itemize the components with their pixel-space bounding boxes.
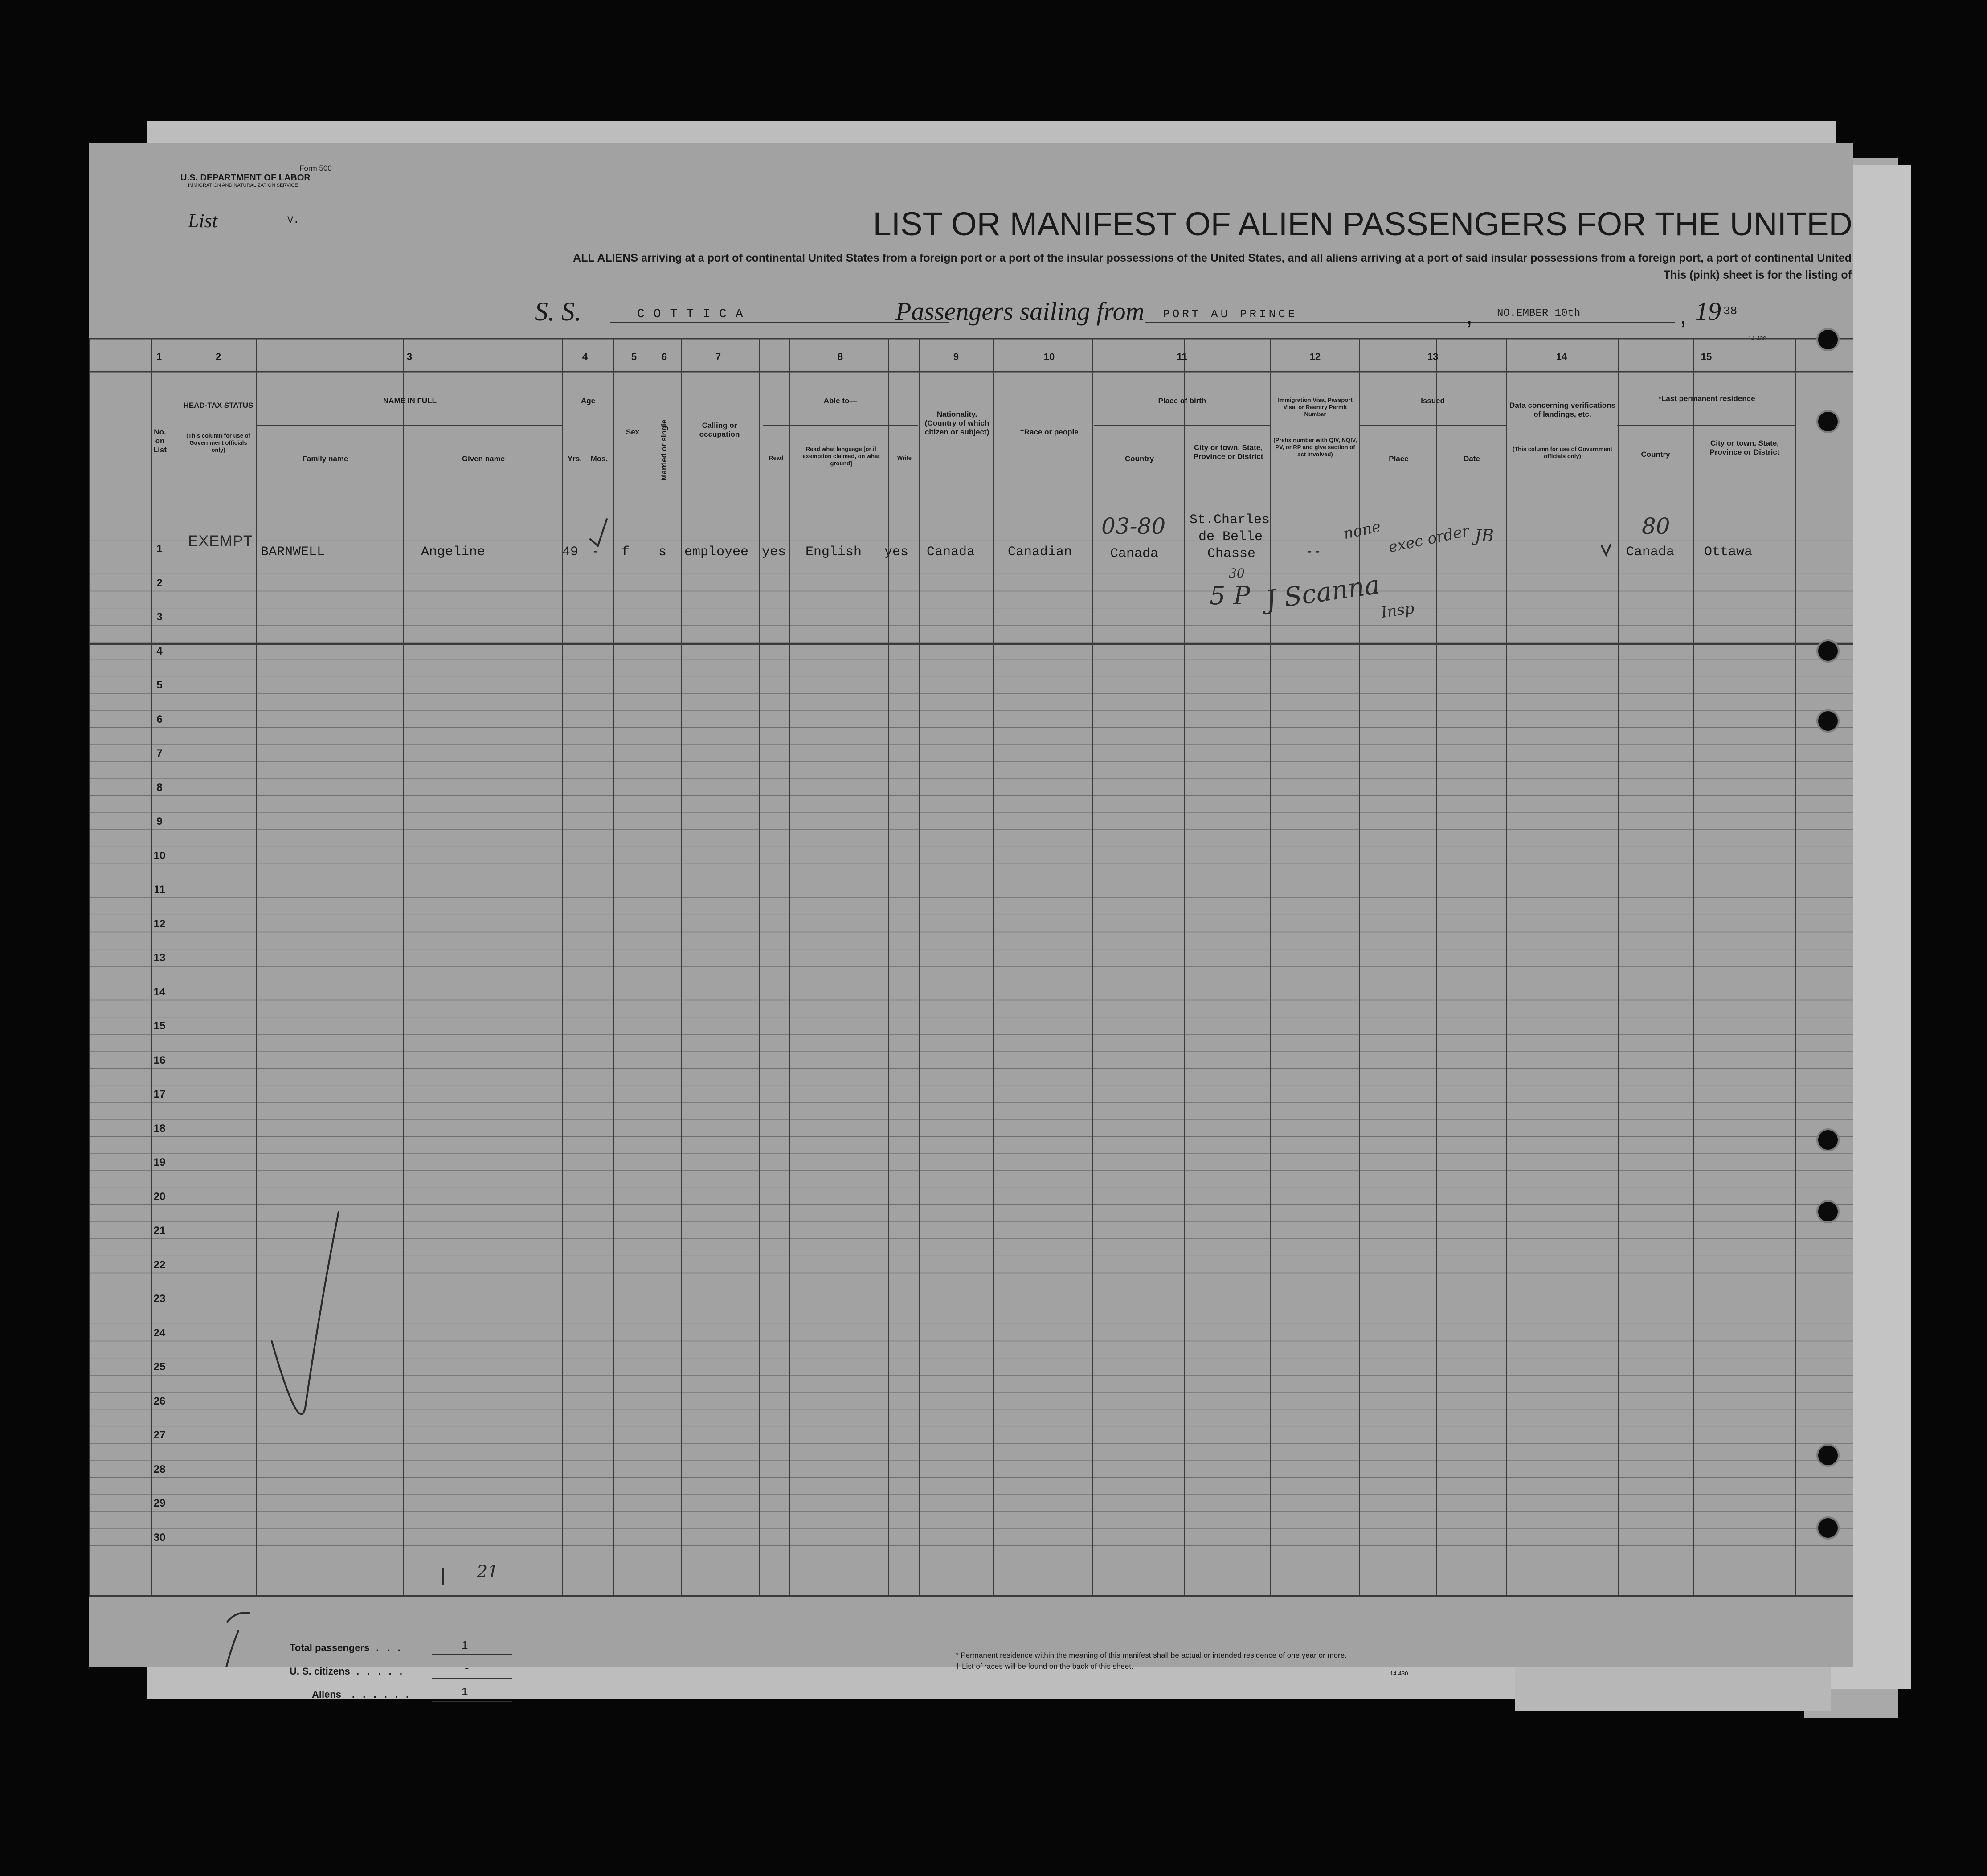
header-head-tax: HEAD-TAX STATUS [183,401,253,410]
age-months-value: - [592,545,600,560]
row-number: 8 [156,781,163,794]
colnum-1: 1 [156,351,162,362]
year-prefix: 19 [1695,297,1721,326]
pen-marks [89,143,1853,1667]
colnum-15: 15 [1701,351,1712,362]
list-value: V. [287,215,299,226]
header-race: †Race or people [1020,428,1079,436]
header-issued: Issued [1421,397,1445,405]
footnote-residence: * Permanent residence within the meaning of this manifest shall be actual or intended residence of one year or more. [956,1651,1347,1659]
aliens-label: Aliens [312,1689,342,1700]
sailing-label: Passengers sailing from [895,297,1145,326]
birth-country-value: Canada [1110,546,1159,561]
row-number: 7 [156,747,163,759]
corner-mark [186,1631,238,1667]
row-number: 25 [153,1361,166,1373]
birth-city-line-3: Chasse [1207,546,1256,561]
row-number: 16 [153,1054,166,1066]
binder-hole-4 [1816,709,1840,733]
total-passengers-dots: . . . . [365,1642,403,1653]
comma-1: , [1466,301,1473,329]
footnote-races: † List of races will be found on the back of this sheet. [956,1662,1133,1671]
colnum-10: 10 [1043,351,1055,362]
binder-hole-8 [1816,1516,1840,1540]
handwritten-tally: 21 [477,1562,499,1581]
footnote-code: 14-430 [1390,1670,1408,1677]
handwritten-none: none [1341,517,1382,543]
header-place-of-birth: Place of birth [1158,397,1206,405]
row-number: 13 [153,952,166,964]
us-citizens-line [432,1678,512,1679]
row-number: 19 [153,1156,166,1168]
binder-hole-2 [1816,410,1840,433]
header-mos: Mos. [590,455,608,463]
header-married-or-single: Married or single [660,419,668,481]
header-given-name: Given name [462,455,505,463]
header-age: Age [581,397,596,405]
row-number: 20 [153,1190,166,1203]
data-checkmark [1602,545,1611,555]
header-head-tax-note: (This column for use of Government officials only) [186,432,250,453]
header-read-language: Read what language [or if exemption claimed, on what ground] [802,446,880,467]
manifest-subtitle-1: ALL ALIENS arriving at a port of continental United States from a foreign port or a port of the insular possessions of the United States, and all aliens arriving at a port of said insular possessions from a foreign port, a port of continental United [573,252,1852,264]
inspector-signature: J Scanna [1263,569,1382,615]
binder-hole-3 [1816,639,1840,663]
colnum-2: 2 [215,351,221,362]
row-number: 9 [156,815,163,827]
us-citizens-label: U. S. citizens [290,1666,350,1677]
colnum-8: 8 [837,351,843,362]
manifest-title: LIST OR MANIFEST OF ALIEN PASSENGERS FOR THE UNITED [873,205,1852,242]
occupation-value: employee [684,545,749,560]
row-number: 24 [153,1327,166,1339]
write-value: yes [884,545,909,560]
nationality-value: Canada [927,545,975,560]
header-birth-city: City or town, State, Province or District [1193,443,1263,461]
row-number: 12 [153,918,166,930]
colnum-12: 12 [1309,351,1321,362]
sex-value: f [621,545,630,560]
comma-2: , [1680,301,1687,329]
header-able-to: Able to— [823,397,857,405]
birth-city-line-1: St.Charles [1190,512,1270,528]
row-number: 26 [153,1395,166,1407]
row-number: 17 [153,1088,166,1100]
colnum-6: 6 [661,351,667,362]
aliens-line [432,1701,512,1702]
language-value: English [805,545,862,560]
header-data-note: (This column for use of Government officials only) [1513,446,1612,459]
age-checkmark [590,519,607,546]
aliens-value: 1 [461,1685,468,1699]
header-residence-city: City or town, State, Province or District [1709,439,1780,456]
handwritten-5p: 5 P [1210,582,1251,610]
colnum-7: 7 [715,351,721,362]
binder-hole-5 [1816,1128,1840,1151]
handwritten-80: 80 [1642,513,1670,539]
header-write: Write [897,455,912,461]
header-residence-country: Country [1641,450,1670,459]
family-name-value: BARNWELL [261,545,325,560]
row-number: 15 [153,1020,166,1032]
header-calling: Calling or occupation [699,421,740,438]
header-sex: Sex [626,428,640,436]
row-number: 28 [153,1463,166,1475]
row-number: 10 [153,849,166,862]
row-number: 2 [156,577,163,589]
header-family-name: Family name [302,455,348,463]
header-issued-date: Date [1464,455,1480,463]
large-checkmark [272,1212,339,1414]
manifest-sheet [89,143,1853,1700]
corner-mark-top [227,1613,249,1622]
year-suffix: 38 [1723,304,1738,318]
header-yrs: Yrs. [567,455,582,463]
form-code: 14-430 [1748,335,1766,342]
read-value: yes [762,545,786,560]
race-value: Canadian [1008,545,1072,560]
row-number: 11 [154,884,165,896]
us-citizens-dots: . . . . . [356,1666,405,1677]
header-last-residence: *Last permanent residence [1658,394,1755,403]
birth-city-line-2: de Belle [1198,529,1263,545]
row-number: 5 [156,679,163,691]
service-label: IMMIGRATION AND NATURALIZATION SERVICE [188,183,298,188]
header-name-in-full: NAME IN FULL [383,397,437,405]
handwritten-30: 30 [1229,566,1245,581]
age-years-value: 49 [562,545,579,560]
inspector-title: Insp [1380,599,1415,622]
colnum-11: 11 [1177,351,1187,362]
colnum-3: 3 [406,351,413,362]
row-number: 14 [153,986,166,998]
total-passengers-label: Total passengers [290,1642,370,1653]
departure-port: PORT AU PRINCE [1163,307,1298,321]
us-citizens-value: - [463,1662,470,1675]
colnum-5: 5 [631,351,637,362]
colnum-14: 14 [1556,351,1567,362]
manifest-subtitle-2: This (pink) sheet is for the listing of [1663,269,1852,281]
handwritten-initials: JB [1475,526,1494,545]
row-number: 30 [153,1531,166,1544]
department-label: U.S. DEPARTMENT OF LABOR [180,173,311,183]
row-number: 29 [153,1497,166,1509]
binder-hole-7 [1816,1444,1840,1467]
residence-country-value: Canada [1626,545,1675,560]
row-number: 1 [156,543,163,555]
row-number: 6 [156,713,163,725]
handwritten-03-80: 03-80 [1101,513,1166,539]
total-passengers-value: 1 [461,1639,468,1652]
colnum-4: 4 [582,351,588,362]
row-number: 18 [153,1122,166,1135]
list-label: List [188,210,218,232]
header-issued-place: Place [1389,455,1409,463]
handwritten-exec-order: exec order [1386,522,1471,557]
row-number: 27 [153,1429,166,1441]
header-data-concerning: Data concerning verifications of landings, etc. [1509,401,1616,418]
header-read: Read [769,455,783,461]
aliens-dots: . . . . . . [352,1689,412,1700]
given-name-value: Angeline [421,545,486,560]
row-number: 22 [153,1258,166,1271]
marital-value: s [658,545,667,560]
binder-hole-1 [1816,328,1840,351]
header-visa-note: (Prefix number with QIV, NQIV, PV, or RP and give section of act involved) [1273,437,1357,458]
residence-city-value: Ottawa [1704,545,1753,560]
head-tax-exempt-stamp: EXEMPT [188,532,253,549]
header-no-on-list: No. on List [153,428,167,454]
total-passengers-line [432,1654,512,1655]
row-number: 3 [156,611,163,623]
header-nationality: Nationality. (Country of which citizen or subject) [924,410,989,436]
row-number: 21 [153,1225,166,1237]
row-number: 4 [156,645,163,657]
header-visa: Immigration Visa, Passport Visa, or Reentry Permit Number [1278,397,1353,418]
binder-hole-6 [1816,1200,1840,1223]
header-birth-country: Country [1124,455,1154,463]
visa-value: -- [1305,545,1322,560]
form-number: Form 500 [299,164,332,172]
sailing-date: NO.EMBER 10th [1497,307,1581,319]
ship-name: COTTICA [637,307,752,321]
ss-label: S. S. [535,297,581,326]
colnum-13: 13 [1427,351,1439,362]
row-number: 23 [153,1293,166,1305]
colnum-9: 9 [953,351,959,362]
